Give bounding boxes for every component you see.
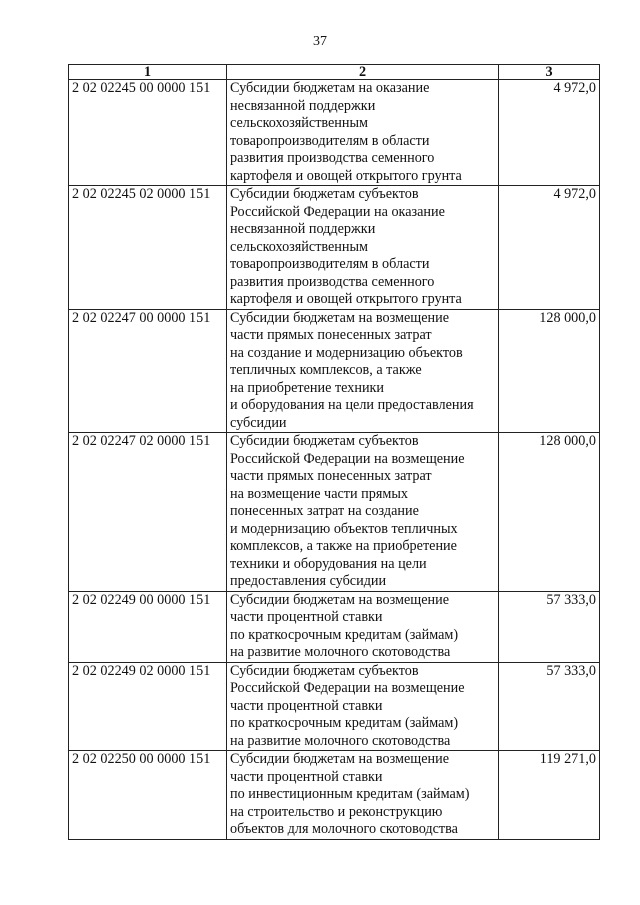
table-row bbox=[69, 80, 600, 186]
budget-amount: 119 271,0 bbox=[499, 751, 600, 840]
budget-description: Субсидии бюджетам субъектов Российской Федерации на возмещение части процентной ставки по краткосрочным кредитам (займам) на развитие молочного скотоводства bbox=[227, 662, 499, 751]
table-row bbox=[69, 433, 600, 592]
budget-description: Субсидии бюджетам на возмещение части процентной ставки по краткосрочным кредитам (займам) на развитие молочного скотоводства bbox=[227, 591, 499, 662]
budget-code: 2 02 02249 02 0000 151 bbox=[69, 662, 227, 751]
column-header-amount: 3 bbox=[499, 65, 600, 80]
budget-amount: 57 333,0 bbox=[499, 662, 600, 751]
budget-description: Субсидии бюджетам субъектов Российской Федерации на оказание несвязанной поддержки сельскохозяйственным товаропроизводителям в области развития производства семенного картофеля и овощей открытого грунта bbox=[227, 186, 499, 310]
budget-code: 2 02 02250 00 0000 151 bbox=[69, 751, 227, 840]
budget-table bbox=[68, 64, 600, 840]
budget-amount: 4 972,0 bbox=[499, 186, 600, 310]
budget-code: 2 02 02245 00 0000 151 bbox=[69, 80, 227, 186]
column-header-code: 1 bbox=[69, 65, 227, 80]
budget-code: 2 02 02247 02 0000 151 bbox=[69, 433, 227, 592]
column-header-description: 2 bbox=[227, 65, 499, 80]
budget-description: Субсидии бюджетам субъектов Российской Федерации на возмещение части прямых понесенных затрат на возмещение части прямых понесенных затрат на создание и модернизацию объектов тепличных комплексов, а также на приобретение техники и оборудования на цели предоставления субсидии bbox=[227, 433, 499, 592]
budget-amount: 128 000,0 bbox=[499, 433, 600, 592]
budget-code: 2 02 02247 00 0000 151 bbox=[69, 309, 227, 433]
budget-description: Субсидии бюджетам на возмещение части прямых понесенных затрат на создание и модернизацию объектов тепличных комплексов, а также на приобретение техники и оборудования на цели предоставления субсидии bbox=[227, 309, 499, 433]
table-row bbox=[69, 309, 600, 433]
budget-code: 2 02 02245 02 0000 151 bbox=[69, 186, 227, 310]
table-row bbox=[69, 662, 600, 751]
table-header-row bbox=[69, 65, 600, 80]
budget-code: 2 02 02249 00 0000 151 bbox=[69, 591, 227, 662]
page-number: 37 bbox=[313, 34, 327, 49]
table-row bbox=[69, 591, 600, 662]
budget-amount: 128 000,0 bbox=[499, 309, 600, 433]
table-row bbox=[69, 186, 600, 310]
table-row bbox=[69, 751, 600, 840]
budget-description: Субсидии бюджетам на оказание несвязанной поддержки сельскохозяйственным товаропроизводителям в области развития производства семенного картофеля и овощей открытого грунта bbox=[227, 80, 499, 186]
budget-description: Субсидии бюджетам на возмещение части процентной ставки по инвестиционным кредитам (займам) на строительство и реконструкцию объектов для молочного скотоводства bbox=[227, 751, 499, 840]
budget-amount: 57 333,0 bbox=[499, 591, 600, 662]
budget-amount: 4 972,0 bbox=[499, 80, 600, 186]
